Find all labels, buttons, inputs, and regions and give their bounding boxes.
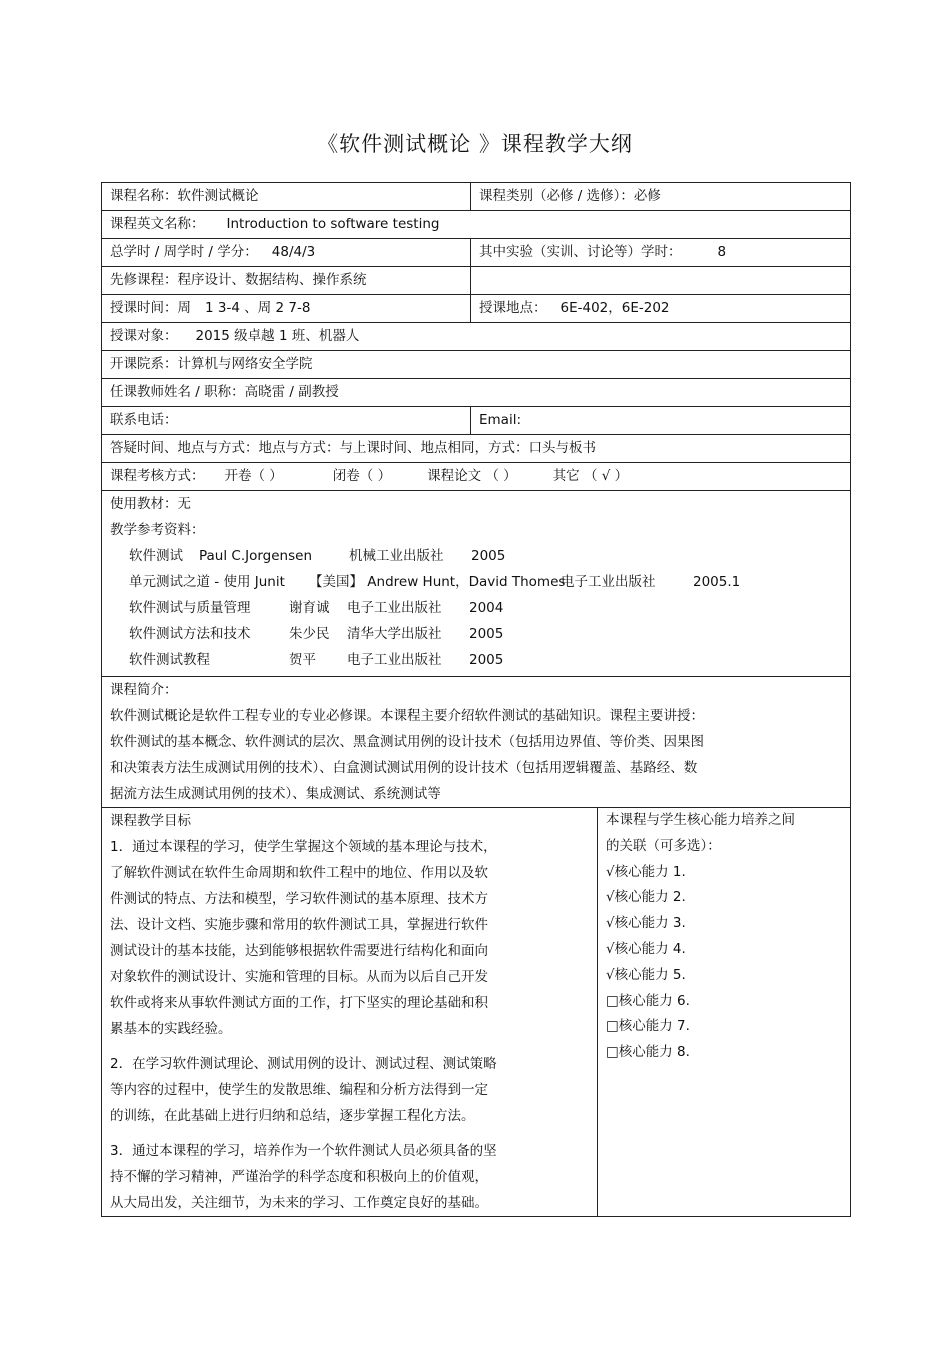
goal-line: 的训练，在此基础上进行归纳和总结，逐步掌握工程化方法。 [110,1108,475,1124]
ref-author: 【美国】 Andrew Hunt，David Thomes [309,574,566,590]
ref-year: 2005 [469,652,504,668]
english-name: Introduction to software testing [226,216,440,232]
capability-item: √核心能力 2. [606,889,686,906]
assessment-other: 其它 （ √ ） [552,468,629,484]
ref-title: 软件测试与质量管理 [129,600,251,616]
hours-value: 48/4/3 [271,244,316,260]
capability-item: √核心能力 4. [606,940,686,957]
time-label: 授课时间：周 [110,300,191,316]
ref-year: 2005.1 [693,574,741,590]
ref-year: 2005 [469,626,504,642]
ref-title: 单元测试之道 - 使用 Junit [129,574,285,590]
intro-line: 据流方法生成测试用例的技术）、集成测试、系统测试等 [110,786,441,802]
english-name-row [102,211,851,239]
capabilities-label: 本课程与学生核心能力培养之间 [606,812,795,828]
assessment-label: 课程考核方式： [110,468,205,484]
goal-line: 软件或将来从事软件测试方面的工作，打下坚实的理论基础和积 [110,995,488,1011]
intro-line: 软件测试的基本概念、软件测试的层次、黑盒测试用例的设计技术（包括用边界值、等价类、因果图 [110,734,704,750]
audience-value: 2015 级卓越 1 班、机器人 [195,328,360,344]
ref-publisher: 电子工业出版社 [347,652,442,668]
goal-paragraph-1 [110,834,589,1042]
ref-publisher: 电子工业出版社 [561,574,656,590]
intro-line: 和决策表方法生成测试用例的技术）、白盒测试测试用例的设计技术（包括用逻辑覆盖、基路经、数 [110,760,698,776]
goal-line: 等内容的过程中，使学生的发散思维、编程和分析方法得到一定 [110,1082,488,1098]
ref-publisher: 清华大学出版社 [347,626,442,642]
goal-paragraph-2 [110,1051,589,1129]
goal-line: 累基本的实践经验。 [110,1021,232,1037]
capability-item: □核心能力 8. [606,1044,690,1061]
place-label: 授课地点： [479,300,547,316]
hours-cell [102,239,471,267]
assessment-paper: 课程论文 （ ） [427,468,517,484]
ref-item [110,543,842,569]
goal-line: 了解软件测试在软件生命周期和软件工程中的地位、作用以及软 [110,865,488,881]
lab-hours-label: 其中实验（实训、讨论等）学时： [479,244,682,260]
goal-line: 法、设计文档、实施步骤和常用的软件测试工具，掌握进行软件 [110,917,488,933]
goal-line: 从大局出发，关注细节，为未来的学习、工作奠定良好的基础。 [110,1195,488,1211]
goals-label: 课程教学目标 [110,813,191,829]
intro-line: 软件测试概论是软件工程专业的专业必修课。本课程主要介绍软件测试的基础知识。课程主要讲授： [110,708,704,724]
capabilities-cell [598,808,851,1217]
ref-item [110,647,842,673]
goal-line: 件测试的特点、方法和模型，学习软件测试的基本原理、技术方 [110,891,488,907]
ref-title: 软件测试方法和技术 [129,626,251,642]
goal-line: 3．通过本课程的学习，培养作为一个软件测试人员必须具备的坚 [110,1143,497,1159]
intro-label: 课程简介： [110,682,178,698]
qa-row: 答疑时间、地点与方式：地点与方式：与上课时间、地点相同，方式：口头与板书 [102,435,851,463]
assessment-row [102,463,851,491]
goal-line: 测试设计的基本技能，达到能够根据软件需要进行结构化和面向 [110,943,488,959]
capabilities-label: 的关联（可多选）： [606,837,721,854]
syllabus-table [101,182,851,1217]
ref-author: 贺平 [289,652,316,668]
capability-item: √核心能力 3. [606,915,686,932]
lab-hours-cell [471,239,851,267]
course-name: 课程名称：软件测试概论 [102,183,471,211]
goals-cell [102,808,598,1217]
capability-item: □核心能力 6. [606,992,690,1009]
teacher: 任课教师姓名 / 职称：高晓雷 / 副教授 [102,379,851,407]
phone: 联系电话： [102,407,471,435]
time-value: 1 3-4 、周 2 7-8 [205,300,311,316]
email: Email: [471,407,851,435]
textbook: 使用教材：无 [110,496,191,512]
goal-paragraph-3 [110,1138,589,1216]
ref-author: 朱少民 [289,626,330,642]
goal-line: 持不懈的学习精神，严谨治学的科学态度和积极向上的价值观， [110,1169,488,1185]
empty-cell [471,267,851,295]
goal-line: 1．通过本课程的学习，使学生掌握这个领域的基本理论与技术， [110,839,497,855]
ref-label: 教学参考资料： [110,522,205,538]
ref-item [110,595,842,621]
ref-title: 软件测试 [129,548,183,564]
ref-item [110,569,842,595]
ref-author: Paul C.Jorgensen [199,548,313,564]
audience-label: 授课对象： [110,328,178,344]
english-name-label: 课程英文名称： [110,216,205,232]
audience-row [102,323,851,351]
capability-item: □核心能力 7. [606,1018,690,1035]
goal-line: 对象软件的测试设计、实施和管理的目标。从而为以后自己开发 [110,969,488,985]
ref-year: 2005 [471,548,506,564]
page-title: 《软件测试概论 》课程教学大纲 [317,132,633,156]
ref-publisher: 机械工业出版社 [349,548,444,564]
materials-cell [102,491,851,677]
capability-item: √核心能力 1. [606,863,686,880]
time-cell [102,295,471,323]
assessment-closed: 闭卷（ ） [332,468,392,484]
goal-line: 2．在学习软件测试理论、测试用例的设计、测试过程、测试策略 [110,1056,497,1072]
ref-item [110,621,842,647]
course-type: 课程类别（必修 / 选修）：必修 [471,183,851,211]
ref-author: 谢育诚 [289,600,330,616]
ref-publisher: 电子工业出版社 [347,600,442,616]
hours-label: 总学时 / 周学时 / 学分： [110,244,258,260]
department: 开课院系：计算机与网络安全学院 [102,351,851,379]
prereq: 先修课程：程序设计、数据结构、操作系统 [102,267,471,295]
capability-item: √核心能力 5. [606,966,686,983]
place-cell [471,295,851,323]
ref-title: 软件测试教程 [129,652,210,668]
lab-hours-value: 8 [717,244,727,260]
place-value: 6E-402，6E-202 [560,300,670,316]
ref-year: 2004 [469,600,504,616]
intro-cell [102,677,851,808]
assessment-open: 开卷（ ） [224,468,283,484]
